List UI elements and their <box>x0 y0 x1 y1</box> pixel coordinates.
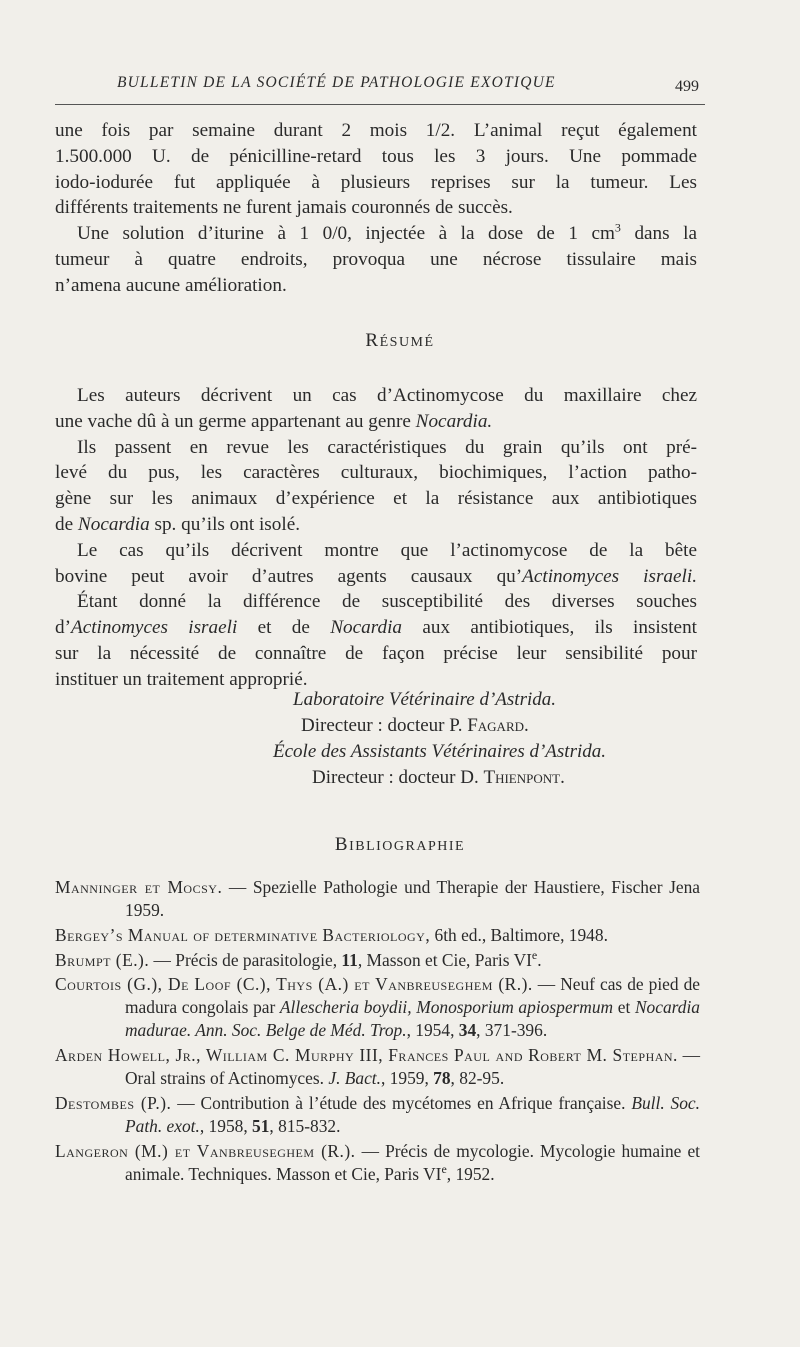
resume-line: une vache dû à un germe appartenant au genre Nocardia. <box>55 410 493 432</box>
reference-entry: Courtois (G.), De Loof (C.), Thys (A.) et Vanbreuseghem (R.). — Neuf cas de pied de madura congolais par Allescheria boydii, Monosporium apiospermum et Nocardia madurae. Ann. Soc. Belge de Méd. Trop., 1954, 34, 371-396. <box>55 974 701 1041</box>
resume-line: bovine peut avoir d’autres agents causaux qu’Actinomyces israeli. <box>55 565 697 587</box>
intro-line: Une solution d’iturine à 1 0/0, injectée à la dose de 1 $cm^3$ dans la <box>77 220 697 245</box>
resume-line: Le cas qu’ils décrivent montre que l’actinomycose de la bête <box>77 539 697 561</box>
resume-heading: RÉSUMÉ <box>365 330 435 351</box>
bibliography-list <box>55 876 700 1188</box>
journal-title: BULLETIN DE LA SOCIÉTÉ DE PATHOLOGIE EXOTIQUE <box>117 74 556 91</box>
intro-line: iodo-iodurée fut appliquée à plusieurs reprises sur la tumeur. Les <box>55 171 697 193</box>
bibliographie-heading: BIBLIOGRAPHIE <box>334 834 466 855</box>
reference-entry: Manninger et Mocsy. — Spezielle Pathologie und Therapie der Haustiere, Fischer Jena 1959. <box>55 877 700 920</box>
running-header <box>55 74 705 105</box>
resume-line: Ils passent en revue les caractéristiques du grain qu’ils ont pré- <box>77 436 697 458</box>
laboratory-name: Laboratoire Vétérinaire d’Astrida. <box>293 689 556 710</box>
resume-line: Étant donné la différence de susceptibilité des diverses souches <box>77 591 697 613</box>
intro-line: n’amena aucune amélioration. <box>55 274 287 296</box>
intro-line: une fois par semaine durant 2 mois 1/2. L’animal reçut également <box>55 120 697 141</box>
resume-line: levé du pus, les caractères culturaux, biochimiques, l’action patho- <box>55 462 697 484</box>
school-name: École des Assistants Vétérinaires d’Astrida. <box>273 741 607 762</box>
director-line: Directeur : docteur D. Thienpont. <box>312 767 565 788</box>
resume-line: instituer un traitement approprié. <box>55 668 308 690</box>
reference-entry: Bergey’s Manual of determinative Bacteriology, 6th ed., Baltimore, 1948. <box>55 924 608 945</box>
intro-line: 1.500.000 U. de pénicilline-retard tous les 3 jours. Une pommade <box>55 145 697 167</box>
reference-entry: Brumpt (E.). — Précis de parasitologie, 11, Masson et Cie, Paris VIe. <box>55 947 542 970</box>
resume-line: de Nocardia sp. qu’ils ont isolé. <box>55 513 301 535</box>
resume-line: d’Actinomyces israeli et de Nocardia aux antibiotiques, ils insistent <box>55 617 698 639</box>
page-number: 499 <box>675 78 699 95</box>
intro-line: différents traitements ne furent jamais couronnés de succès. <box>55 197 513 219</box>
intro-line: tumeur à quatre endroits, provoqua une nécrose tissulaire mais <box>55 248 697 270</box>
reference-entry: Langeron (M.) et Vanbreuseghem (R.). — Précis de mycologie. Mycologie humaine et animale. Techniques. Masson et Cie, Paris VIe, 1952. <box>55 1140 700 1184</box>
reference-entry: Destombes (P.). — Contribution à l’étude des mycétomes en Afrique française. Bull. Soc. Path. exot., 1958, 51, 815-832. <box>55 1092 700 1136</box>
resume-line: gène sur les animaux d’expérience et la résistance aux antibiotiques <box>55 488 697 510</box>
resume-line: sur la nécessité de connaître de façon précise leur sensibilité pour <box>55 642 697 664</box>
resume-line: Les auteurs décrivent un cas d’Actinomycose du maxillaire chez <box>77 385 697 406</box>
director-line: Directeur : docteur P. Fagard. <box>301 715 529 736</box>
reference-entry: Arden Howell, Jr., William C. Murphy III, Frances Paul and Robert M. Stephan. — Oral strains of Actinomyces. J. Bact., 1959, 78, 82-95. <box>55 1045 700 1089</box>
intro-text <box>55 118 697 299</box>
resume-text <box>55 383 697 693</box>
